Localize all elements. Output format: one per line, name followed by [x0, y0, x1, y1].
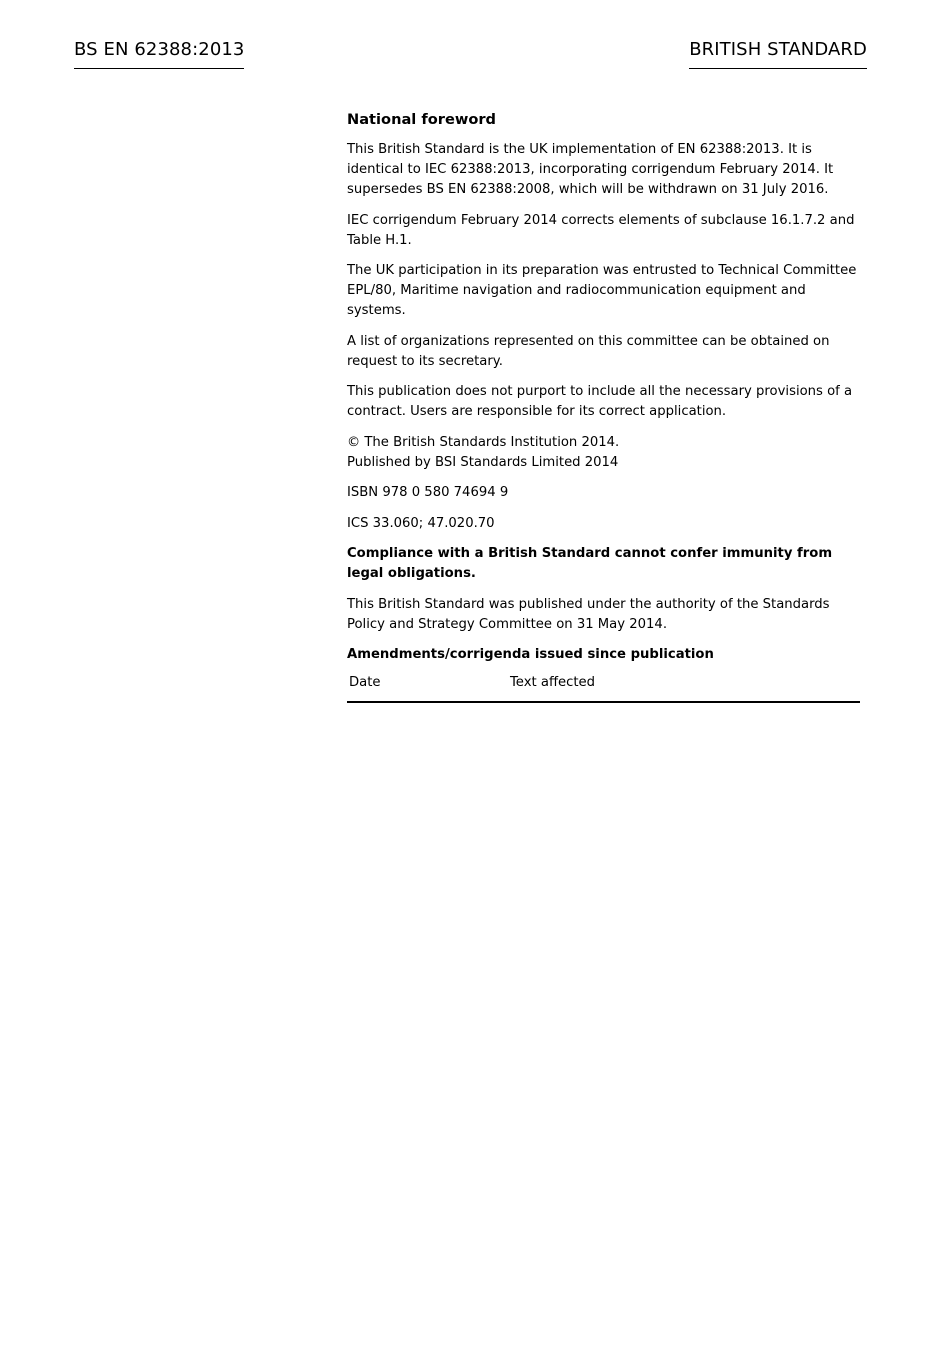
- foreword-paragraph: This publication does not purport to include all the necessary provisions of a contract. Users are responsible for its correct application.: [347, 384, 853, 419]
- copyright-line: © The British Standards Institution 2014.: [347, 434, 620, 450]
- authority-statement: This British Standard was published under the authority of the Standards Policy and Strategy Committee on 31 May 2014.: [347, 596, 830, 632]
- foreword-paragraph: A list of organizations represented on this committee can be obtained on request to its secretary.: [347, 333, 830, 369]
- amendments-header-row: [347, 673, 860, 702]
- publisher-line: Published by BSI Standards Limited 2014: [347, 454, 619, 470]
- foreword-title: National foreword: [347, 111, 497, 128]
- amendments-column-text-affected: Text affected: [508, 673, 860, 702]
- foreword-paragraph: This British Standard is the UK implementation of EN 62388:2013. It is identical to IEC 62388:2013, incorporating corrigendum February 2014. It supersedes BS EN 62388:2008, which will be withdrawn on 31 July 2016.: [347, 142, 834, 197]
- amendments-title: Amendments/corrigenda issued since publication: [347, 647, 714, 662]
- header-doc-type: BRITISH STANDARD: [689, 38, 867, 69]
- foreword-paragraph: The UK participation in its preparation was entrusted to Technical Committee EPL/80, Maritime navigation and radiocommunication equipment and systems.: [347, 263, 857, 318]
- isbn: ISBN 978 0 580 74694 9: [347, 485, 509, 500]
- compliance-notice: Compliance with a British Standard cannot confer immunity from legal obligations.: [347, 546, 833, 581]
- header-doc-number: BS EN 62388:2013: [74, 38, 244, 69]
- amendments-column-date: Date: [347, 673, 508, 702]
- ics: ICS 33.060; 47.020.70: [347, 515, 495, 531]
- foreword-paragraph: IEC corrigendum February 2014 corrects elements of subclause 16.1.7.2 and Table H.1.: [347, 212, 855, 248]
- copyright-block: [347, 433, 859, 473]
- national-foreword: [347, 108, 859, 703]
- amendments-table: [347, 673, 860, 703]
